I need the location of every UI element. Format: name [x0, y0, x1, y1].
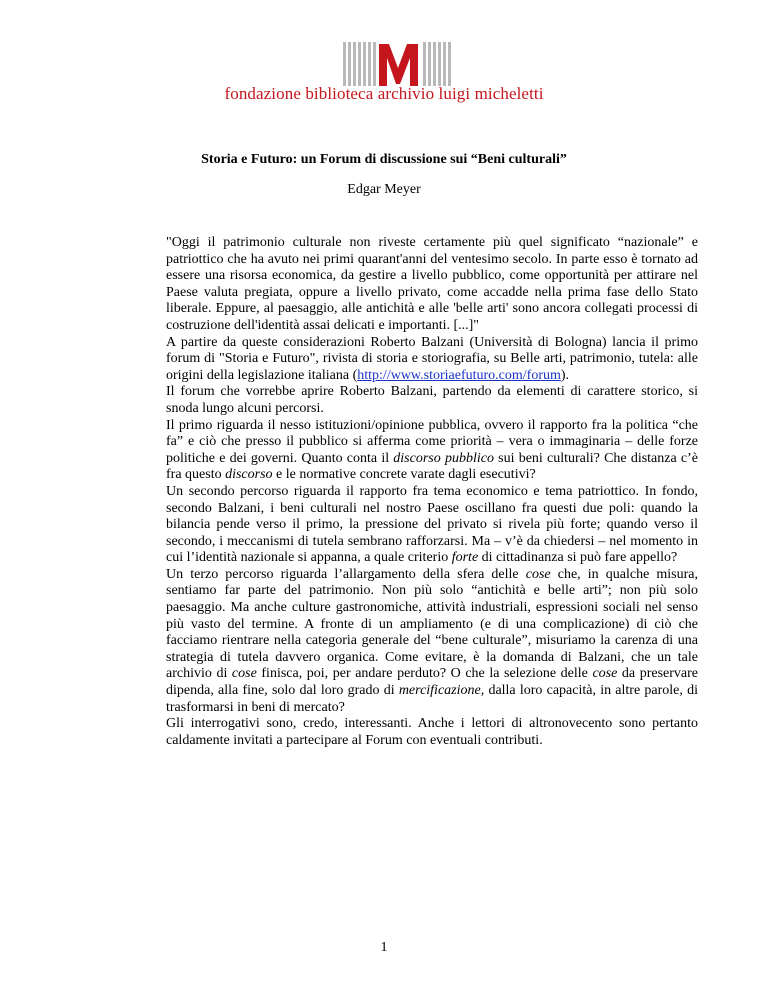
body-paragraph — [166, 716, 698, 749]
paragraph-text: A partire da queste considerazioni Roberto Balzani (Università di Bologna) lancia il primo forum di "Storia e Futuro", rivista di storia e storiografia, su Belle arti, patrimonio, tutela: alle origini della legislazione italiana ( — [166, 334, 698, 383]
paragraph-text: , dalla loro capacità, in altre parole, di trasformarsi in beni di mercato? — [166, 683, 698, 715]
paragraph-text: sui beni culturali? Che distanza c’è fra questo — [166, 450, 698, 483]
italic-text: discorso — [225, 467, 273, 483]
paragraph-text: Gli interrogativi sono, credo, interessanti. Anche i lettori di altronovecento sono pertanto caldamente invitati a partecipare al Forum con eventuali contributi. — [166, 716, 698, 748]
document-author: Edgar Meyer — [347, 182, 421, 197]
paragraph-text: e le normative concrete varate dagli esecutivi? — [272, 467, 536, 483]
paragraph-text: da preservare dipenda, alla fine, solo dal loro grado di — [166, 666, 698, 699]
body-paragraph — [166, 335, 698, 385]
document-title: Storia e Futuro: un Forum di discussione sui “Beni culturali” — [201, 152, 567, 167]
forum-link[interactable]: http://www.storiaefuturo.com/forum — [357, 367, 561, 383]
paragraph-text: "Oggi il patrimonio culturale non riveste certamente più quel significato “nazionale” e patriottico che ha avuto nei primi quarant'anni del ventesimo secolo. In parte esso è tornato ad essere una risorsa economica, da gestire a livello pubblico, come opportunità per attirare nel Paese valuta pregiata, oppure a livello privato, come accadde nella prima fase dello Stato liberale. Eppure, al paesaggio, alle antichità e alle 'belle arti' sono ancora collegati processi di costruzione dell'identità assai delicati e importanti. [...]" — [166, 235, 698, 333]
page-number: 1 — [380, 940, 388, 955]
body-paragraph — [166, 384, 698, 417]
paragraph-text: Il forum che vorrebbe aprire Roberto Balzani, partendo da elementi di carattere storico, si snoda lungo alcuni percorsi. — [166, 384, 698, 416]
italic-text: mercificazione — [398, 683, 481, 699]
body-paragraph — [166, 235, 698, 335]
paragraph-text: Il primo riguarda il nesso istituzioni/opinione pubblica, ovvero il rapporto fra la politica “che fa” e ciò che presso il pubblico si afferma come priorità – vera o immaginaria – delle forze politiche e dei governi. Quanto conta il — [166, 417, 698, 466]
italic-text: discorso pubblico — [393, 450, 494, 466]
italic-text: forte — [451, 550, 479, 566]
italic-text: cose — [231, 666, 257, 682]
body-paragraph — [166, 484, 698, 567]
document-body — [166, 235, 698, 749]
body-paragraph — [166, 418, 698, 484]
logo-mark-icon — [343, 40, 463, 86]
logo-text: fondazione biblioteca archivio luigi micheletti — [224, 84, 544, 103]
paragraph-text: Un secondo percorso riguarda il rapporto fra tema economico e tema patriottico. In fondo, secondo Balzani, i beni culturali nel nostro Paese oscillano fra questi due poli: quando la bilancia pende verso il primo, la pressione del privato si rivela più forte; quando verso il secondo, i meccanismi di tutela sembrano rafforzarsi. Ma – v’è da chiedersi – nel momento in cui l’identità nazionale si appanna, a quale criterio — [166, 483, 698, 566]
paragraph-text: di cittadinanza si può fare appello? — [478, 550, 678, 566]
italic-text: cose — [525, 566, 551, 582]
paragraph-text: finisca, poi, per andare perduto? O che la selezione delle — [256, 666, 593, 682]
foundation-logo — [0, 0, 768, 110]
paragraph-text: ). — [560, 367, 570, 383]
body-paragraph — [166, 567, 698, 716]
paragraph-text: che, in qualche misura, sentiamo far parte del patrimonio. Non più solo “antichità e belle arti”; non più solo paesaggio. Ma anche culture gastronomiche, attività industriali, espressioni sociali nel senso più vasto del termine. A fronte di un ampliamento (e di una complicazione) di ciò che facciamo rientrare nella categoria generale del “bene culturale”, misuriamo la carenza di una strategia di tutela davvero organica. Come evitare, è la domanda di Balzani, che un tale archivio di — [166, 566, 699, 682]
paragraph-text: Un terzo percorso riguarda l’allargamento della sfera delle — [166, 566, 526, 582]
italic-text: cose — [592, 666, 618, 682]
